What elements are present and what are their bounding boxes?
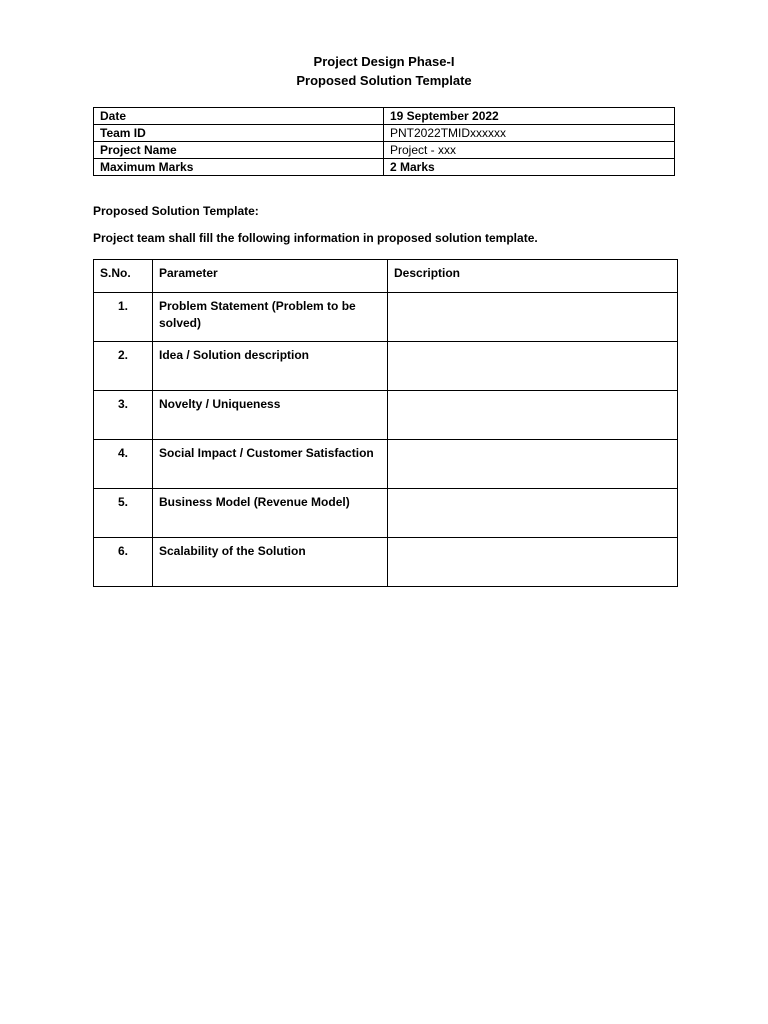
document-title: [0, 52, 768, 90]
row-parameter: Idea / Solution description: [153, 342, 388, 391]
table-row: [94, 342, 678, 391]
row-parameter: Social Impact / Customer Satisfaction: [153, 440, 388, 489]
row-parameter: Problem Statement (Problem to be solved): [153, 293, 388, 342]
table-header-row: [94, 260, 678, 293]
row-sno: 1.: [94, 293, 153, 342]
info-label-maximum-marks: Maximum Marks: [94, 159, 384, 176]
info-value-maximum-marks: 2 Marks: [384, 159, 675, 176]
row-sno: 5.: [94, 489, 153, 538]
table-row: [94, 538, 678, 587]
title-line-1: Project Design Phase-I: [313, 54, 455, 69]
info-row-date: [94, 108, 675, 125]
row-description-cell[interactable]: [388, 538, 678, 587]
header-description: Description: [388, 260, 678, 293]
row-description-cell[interactable]: [388, 342, 678, 391]
table-row: [94, 391, 678, 440]
row-parameter: Scalability of the Solution: [153, 538, 388, 587]
info-row-maximum-marks: [94, 159, 675, 176]
row-description-cell[interactable]: [388, 293, 678, 342]
row-description-cell[interactable]: [388, 489, 678, 538]
info-row-project-name: [94, 142, 675, 159]
info-value-project-name: Project - xxx: [384, 142, 675, 159]
proposed-solution-table: [93, 259, 678, 587]
info-value-team-id: PNT2022TMIDxxxxxx: [384, 125, 675, 142]
header-sno: S.No.: [94, 260, 153, 293]
row-parameter: Novelty / Uniqueness: [153, 391, 388, 440]
info-label-date: Date: [94, 108, 384, 125]
table-row: [94, 489, 678, 538]
row-sno: 4.: [94, 440, 153, 489]
row-sno: 6.: [94, 538, 153, 587]
row-parameter: Business Model (Revenue Model): [153, 489, 388, 538]
row-description-cell[interactable]: [388, 440, 678, 489]
section-heading: Proposed Solution Template:: [93, 204, 259, 218]
project-info-table: [93, 107, 675, 176]
title-line-2: Proposed Solution Template: [296, 73, 472, 88]
table-row: [94, 440, 678, 489]
row-sno: 2.: [94, 342, 153, 391]
info-label-team-id: Team ID: [94, 125, 384, 142]
section-instruction: Project team shall fill the following information in proposed solution template.: [93, 231, 538, 245]
row-sno: 3.: [94, 391, 153, 440]
row-description-cell[interactable]: [388, 391, 678, 440]
header-parameter: Parameter: [153, 260, 388, 293]
info-row-team-id: [94, 125, 675, 142]
info-value-date: 19 September 2022: [384, 108, 675, 125]
info-label-project-name: Project Name: [94, 142, 384, 159]
table-row: [94, 293, 678, 342]
